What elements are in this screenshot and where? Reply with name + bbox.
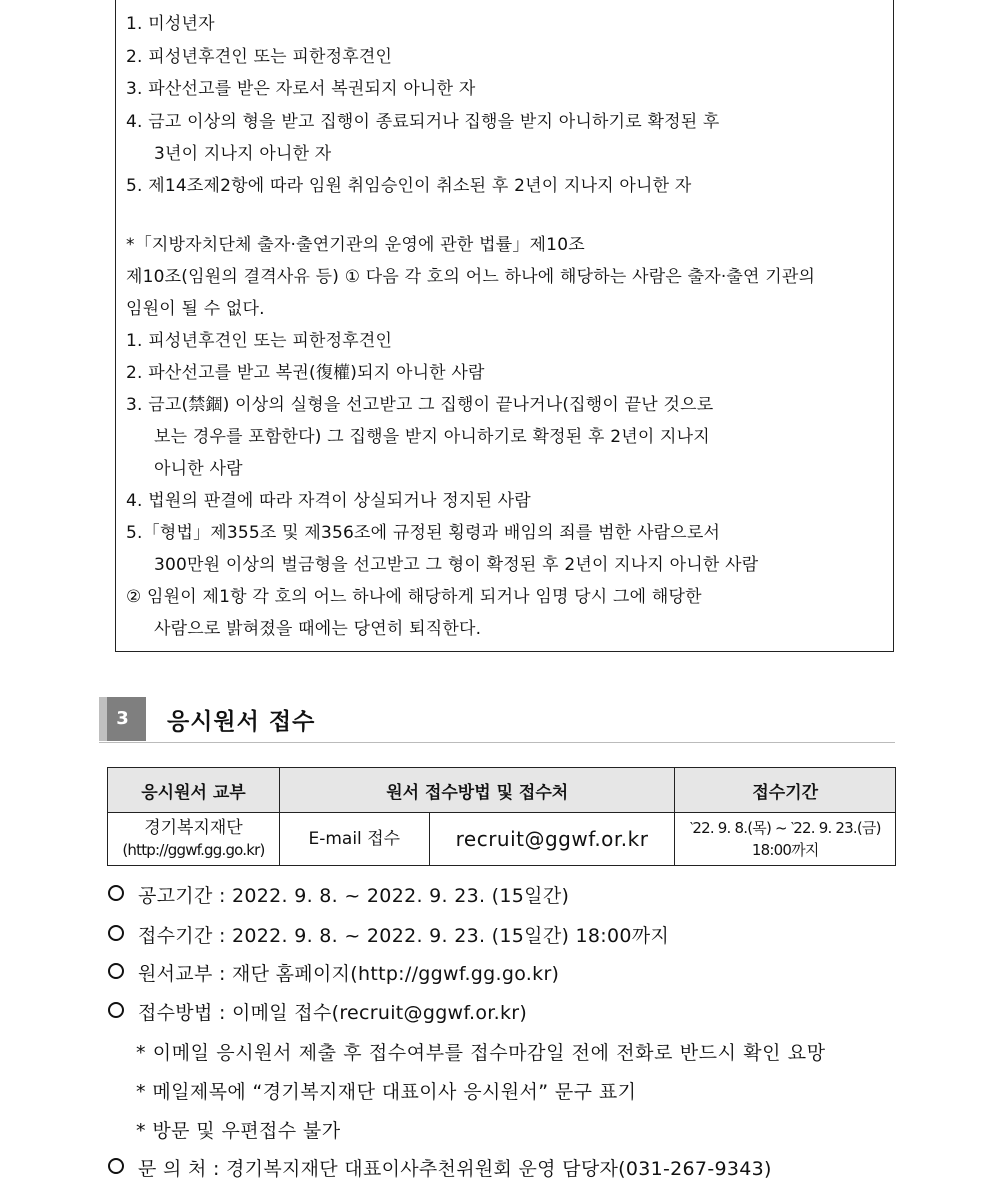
note-item: * 방문 및 우편접수 불가 [136,1120,341,1142]
circle-bullet-icon [108,1158,124,1174]
criteria-line: ② 임원이 제1항 각 호의 어느 하나에 해당하게 되거나 임명 당시 그에 해당한 [126,587,702,607]
issuer-name: 경기복지재단 [144,818,243,838]
bullet-item: 접수기간 : 2022. 9. 8. ~ 2022. 9. 23. (15일간) 18:00까지 [108,924,669,948]
bullet-item: 공고기간 : 2022. 9. 8. ~ 2022. 9. 23. (15일간) [108,884,569,908]
note-item: * 이메일 응시원서 제출 후 접수여부를 접수마감일 전에 전화로 반드시 확인 요망 [136,1042,826,1064]
period-dates: ‵22. 9. 8.(목) ~ ‵22. 9. 23.(금) [689,819,881,837]
circle-bullet-icon [108,963,124,979]
criteria-line: 보는 경우를 포함한다) 그 집행을 받지 아니하기로 확정된 후 2년이 지나지 [154,427,710,447]
criteria-line: 2. 피성년후견인 또는 피한정후견인 [126,47,393,67]
criteria-line: 4. 법원의 판결에 따라 자격이 상실되거나 정지된 사람 [126,491,531,511]
column-header: 접수기간 [675,768,896,813]
criteria-line: 300만원 이상의 벌금형을 선고받고 그 형이 확정된 후 2년이 지나지 아니한 사람 [154,555,759,575]
circle-bullet-icon [108,925,124,941]
table-row [108,813,896,866]
bullet-item: 접수방법 : 이메일 접수(recruit@ggwf.or.kr) [108,1001,527,1025]
criteria-line: 아니한 사람 [154,459,243,479]
note-item: * 메일제목에 “경기복지재단 대표이사 응시원서” 문구 표기 [136,1081,637,1103]
section-header [99,697,895,743]
contact-item: 문 의 처 : 경기복지재단 대표이사추천위원회 운영 담당자(031-267-9343) [108,1157,772,1181]
section-number-accent [99,697,107,741]
section-title: 응시원서 접수 [167,709,316,735]
criteria-line: 임원이 될 수 없다. [126,299,265,319]
eligibility-criteria-box [115,0,894,652]
section-number: 3 [99,697,146,741]
method-cell: E-mail 접수 [279,813,429,866]
circle-bullet-icon [108,1002,124,1018]
column-header: 원서 접수방법 및 접수처 [279,768,675,813]
issuer-cell [108,813,280,866]
bullet-item: 원서교부 : 재단 홈페이지(http://ggwf.gg.go.kr) [108,962,559,986]
circle-bullet-icon [108,885,124,901]
criteria-line: 사람으로 밝혀졌을 때에는 당연히 퇴직한다. [154,619,482,639]
criteria-line: 5.「형법」제355조 및 제356조에 규정된 횡령과 배임의 죄를 범한 사람으로서 [126,523,721,543]
criteria-line: 1. 피성년후견인 또는 피한정후견인 [126,331,393,351]
email-cell[interactable]: recruit@ggwf.or.kr [429,813,675,866]
period-cell [675,813,896,866]
column-header: 응시원서 교부 [108,768,280,813]
criteria-line: 3. 파산선고를 받은 자로서 복권되지 아니한 자 [126,79,476,99]
law-reference: *「지방자치단체 출자·출연기관의 운영에 관한 법률」제10조 [126,235,585,255]
application-table [107,767,896,866]
criteria-line: 4. 금고 이상의 형을 받고 집행이 종료되거나 집행을 받지 아니하기로 확정된 후 [126,112,720,132]
issuer-url[interactable]: (http://ggwf.gg.go.kr) [122,841,265,859]
criteria-line: 제10조(임원의 결격사유 등) ① 다음 각 호의 어느 하나에 해당하는 사람은 출자·출연 기관의 [126,267,816,287]
period-time: 18:00까지 [751,841,819,859]
criteria-line: 3년이 지나지 아니한 자 [154,144,332,164]
criteria-line: 5. 제14조제2항에 따라 임원 취임승인이 취소된 후 2년이 지나지 아니한 자 [126,176,692,196]
criteria-line: 3. 금고(禁錮) 이상의 실형을 선고받고 그 집행이 끝나거나(집행이 끝난 것으로 [126,395,714,415]
criteria-line: 1. 미성년자 [126,14,215,34]
table-header-row [108,768,896,813]
criteria-line: 2. 파산선고를 받고 복권(復權)되지 아니한 사람 [126,363,485,383]
